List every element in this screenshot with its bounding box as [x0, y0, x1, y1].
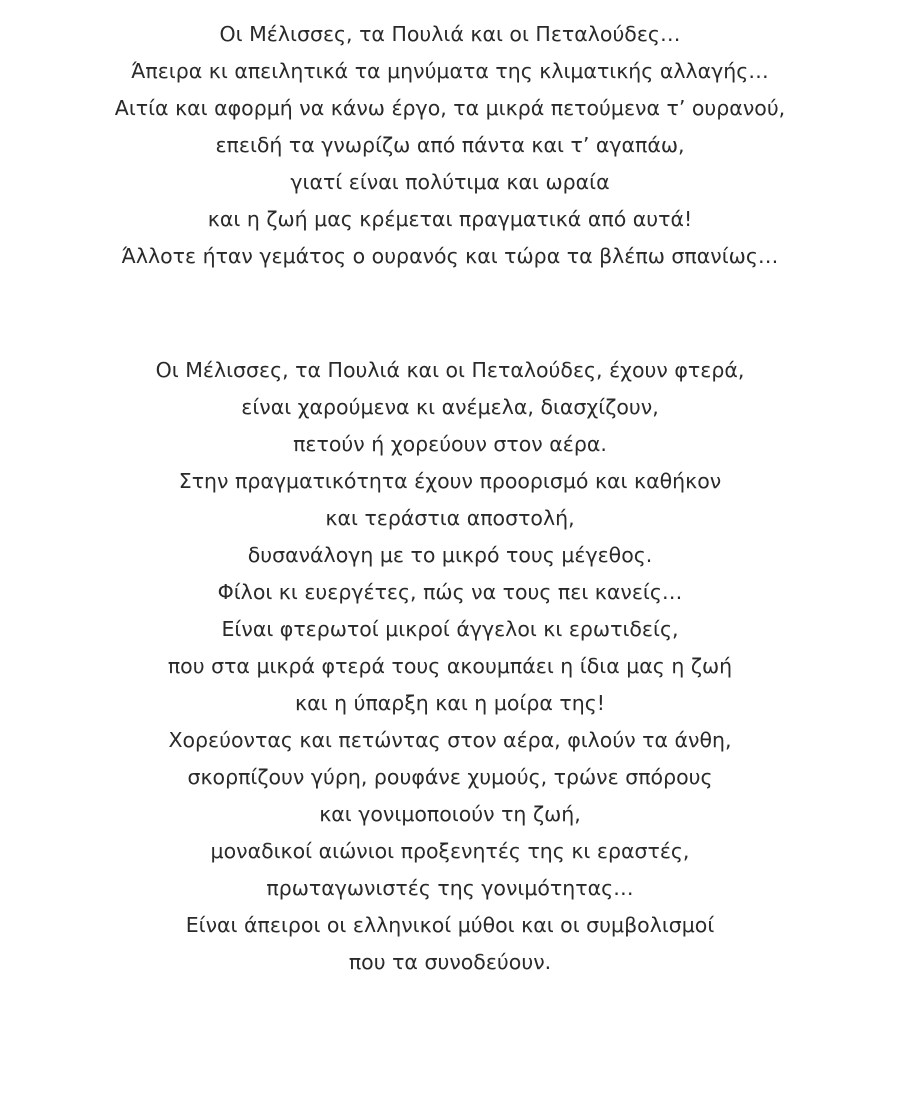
poem-line: Άπειρα κι απειλητικά τα μηνύματα της κλιματικής αλλαγής…	[131, 59, 769, 83]
poem-line: Χορεύοντας και πετώντας στον αέρα, φιλούν τα άνθη,	[168, 728, 732, 752]
poem-line: Είναι φτερωτοί μικροί άγγελοι κι ερωτιδείς,	[221, 617, 679, 641]
poem-line: που στα μικρά φτερά τους ακουμπάει η ίδια μας η ζωή	[167, 654, 733, 678]
poem-line: Οι Μέλισσες, τα Πουλιά και οι Πεταλούδες, έχουν φτερά,	[155, 358, 745, 382]
poem-line: και τεράστια αποστολή,	[325, 506, 575, 530]
poem-line: πρωταγωνιστές της γονιμότητας…	[266, 876, 634, 900]
stanza-2	[0, 352, 900, 981]
poem-line: επειδή τα γνωρίζω από πάντα και τ’ αγαπάω,	[215, 133, 685, 157]
poem-line: είναι χαρούμενα κι ανέμελα, διασχίζουν,	[241, 395, 659, 419]
poem-line: Στην πραγματικότητα έχουν προορισμό και καθήκον	[178, 469, 722, 493]
poem-line: και η ζωή μας κρέμεται πραγματικά από αυτά!	[207, 207, 693, 231]
poem-line: που τα συνοδεύουν.	[348, 950, 552, 974]
poem-line: και η ύπαρξη και η μοίρα της!	[295, 691, 605, 715]
poem-line: και γονιμοποιούν τη ζωή,	[319, 802, 581, 826]
poem-line: μοναδικοί αιώνιοι προξενητές της κι εραστές,	[210, 839, 690, 863]
stanza-1	[0, 16, 900, 275]
poem-line: Φίλοι κι ευεργέτες, πώς να τους πει κανείς…	[217, 580, 683, 604]
poem-line: πετούν ή χορεύουν στον αέρα.	[293, 432, 607, 456]
poem-line: Αιτία και αφορμή να κάνω έργο, τα μικρά πετούμενα τ’ ουρανού,	[114, 96, 786, 120]
poem-line: γιατί είναι πολύτιμα και ωραία	[290, 170, 610, 194]
poem-line: δυσανάλογη με το μικρό τους μέγεθος.	[247, 543, 653, 567]
poem-line: σκορπίζουν γύρη, ρουφάνε χυμούς, τρώνε σπόρους	[187, 765, 713, 789]
poem-line: Οι Μέλισσες, τα Πουλιά και οι Πεταλούδες…	[219, 22, 681, 46]
poem-line: Άλλοτε ήταν γεμάτος ο ουρανός και τώρα τα βλέπω σπανίως…	[121, 244, 779, 268]
poem-line: Είναι άπειροι οι ελληνικοί μύθοι και οι συμβολισμοί	[185, 913, 715, 937]
